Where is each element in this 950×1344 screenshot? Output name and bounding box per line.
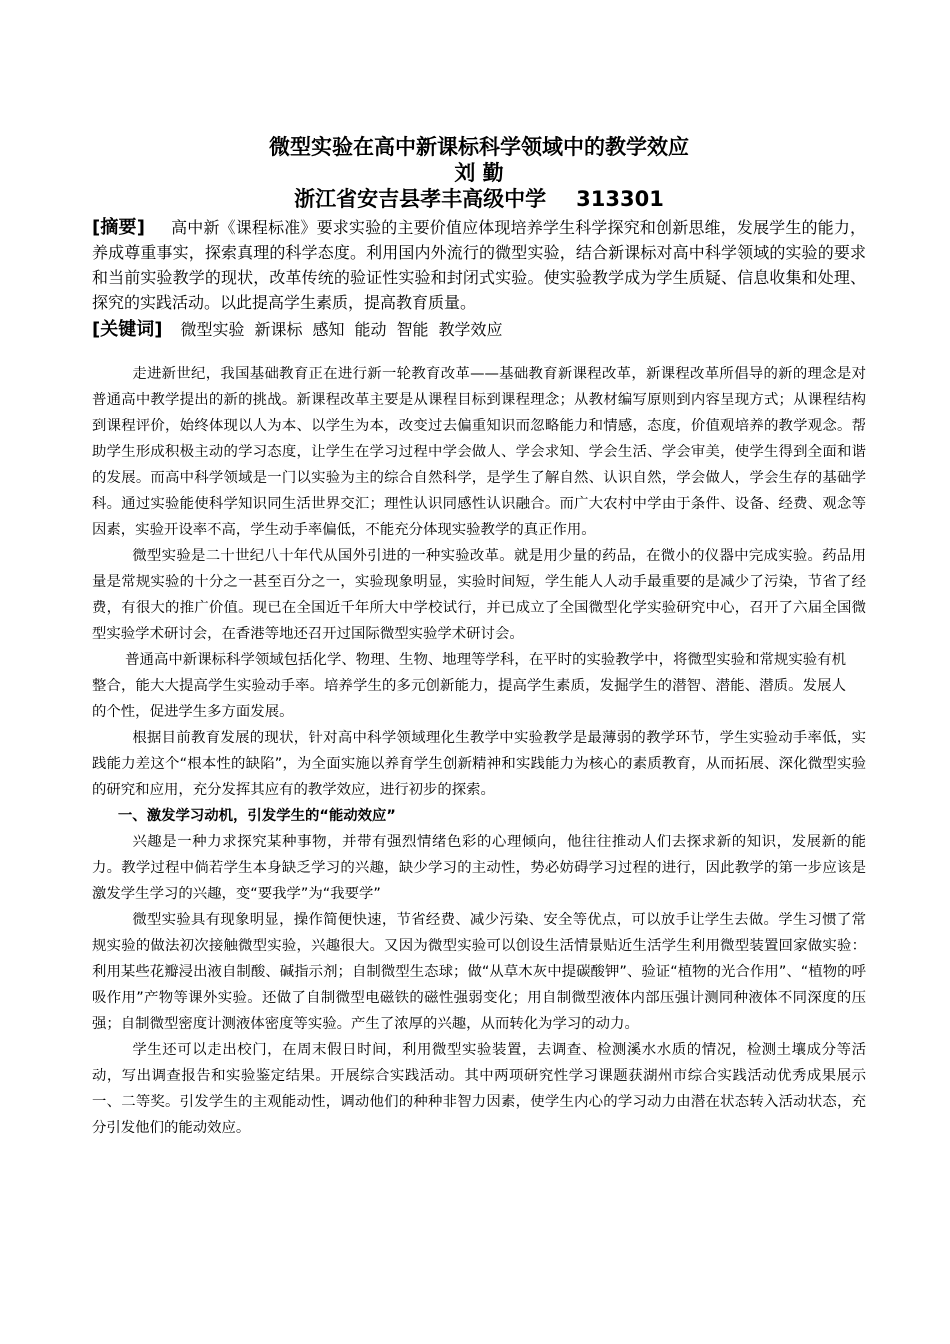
article-body [92, 361, 866, 1141]
section-heading-1: 一、激发学习动机，引发学生的“能动效应” [117, 808, 396, 824]
paragraph-interest: 兴趣是一种力求探究某种事物，并带有强烈情绪色彩的心理倾向，他往往推动人们去探求新的知识，发展新的能力。教学过程中倘若学生本身缺乏学习的兴趣，缺少学习的主动性，势必妨碍学习过程的进行，因此教学的第一步应该是激发学生学习的兴趣，变“要我学”为“我要学” [92, 834, 866, 902]
author-name: 刘 勤 [454, 161, 504, 185]
document-page [92, 133, 866, 1141]
school-name: 浙江省安吉县孝丰高级中学 [294, 187, 547, 211]
keyword: 感知 [312, 320, 345, 339]
abstract [92, 215, 866, 315]
keyword: 微型实验 [180, 320, 245, 339]
document-title: 微型实验在高中新课标科学领域中的教学效应 [269, 135, 689, 159]
abstract-text: 高中新《课程标准》要求实验的主要价值应体现培养学生科学探究和创新思维，发展学生的能力，养成尊重事实，探索真理的科学态度。利用国内外流行的微型实验，结合新课标对高中科学领域的实验的要求和当前实验教学的现状，改革传统的验证性实验和封闭式实验。使实验教学成为学生质疑、信息收集和处理、探究的实践活动。以此提高学生素质，提高教育质量。 [92, 218, 866, 312]
postal-code: 313301 [576, 187, 664, 211]
paragraph-advantages: 微型实验具有现象明显，操作简便快速，节省经费、减少污染、安全等优点，可以放手让学生去做。学生习惯了常规实验的做法初次接触微型实验，兴趣很大。又因为微型实验可以创设生活情景贴近生活学生利用微型装置回家做实验：利用某些花瓣浸出液自制酸、碱指示剂；自制微型生态球；做“从草木灰中提碳酸钾”、验证“植物的光合作用”、“植物的呼吸作用”产物等课外实验。还做了自制微型电磁铁的磁性强弱变化；用自制微型液体内部压强计测同种液体不同深度的压强；自制微型密度计测液体密度等实验。产生了浓厚的兴趣，从而转化为学习的动力。 [92, 912, 866, 1032]
keyword: 智能 [396, 320, 429, 339]
paragraph-intro: 走进新世纪，我国基础教育正在进行新一轮教育改革——基础教育新课程改革，新课程改革所倡导的新的理念是对普通高中教学提出的新的挑战。新课程改革主要是从课程目标到课程理念；从教材编写原则到内容呈现方式；从课程结构到课程评价，始终体现以人为本、以学生为本，改变过去偏重知识而忽略能力和情感，态度，价值观培养的教学观念。帮助学生形成积极主动的学习态度，让学生在学习过程中学会做人、学会求知、学会生活、学会审美，使学生得到全面和谐的发展。而高中科学领域是一门以实验为主的综合自然科学，是学生了解自然、认识自然，学会做人，学会生存的基础学科。通过实验能使科学知识同生活世界交汇；理性认识同感性认识融合。而广大农村中学由于条件、设备、经费、观念等因素，实验开设率不高，学生动手率偏低，不能充分体现实验教学的真正作用。 [92, 366, 866, 538]
keyword: 新课标 [254, 320, 303, 339]
paragraph-science-field: 普通高中新课标科学领域包括化学、物理、生物、地理等学科，在平时的实验教学中，将微型实验和常规实验有机整合，能大大提高学生实验动手率。培养学生的多元创新能力，提高学生素质，发掘学生的潜智、潜能、潜质。发展人的个性，促进学生多方面发展。 [92, 652, 846, 720]
paragraph-outdoor: 学生还可以走出校门，在周末假日时间，利用微型实验装置，去调查、检测溪水水质的情况，检测土壤成分等活动，写出调查报告和实验鉴定结果。开展综合实践活动。其中两项研究性学习课题获湖州市综合实践活动优秀成果展示一、二等奖。引发学生的主观能动性，调动他们的种种非智力因素，使学生内心的学习动力由潜在状态转入活动状态，充分引发他们的能动效应。 [92, 1042, 866, 1136]
paragraph-micro-experiment: 微型实验是二十世纪八十年代从国外引进的一种实验改革。就是用少量的药品，在微小的仪器中完成实验。药品用量是常规实验的十分之一甚至百分之一，实验现象明显，实验时间短，学生能人人动手最重要的是减少了污染，节省了经费，有很大的推广价值。现已在全国近千年所大中学校试行，并已成立了全国微型化学实验研究中心，召开了六届全国微型实验学术研讨会，在香港等地还召开过国际微型实验学术研讨会。 [92, 548, 866, 642]
keywords-label: [关键词] [92, 319, 163, 340]
keyword: 教学效应 [438, 320, 503, 339]
author-affiliation [92, 185, 866, 213]
keywords [92, 317, 866, 342]
paragraph-current-situation: 根据目前教育发展的现状，针对高中科学领域理化生教学中实验教学是最薄弱的教学环节，学生实验动手率低，实践能力差这个“根本性的缺陷”，为全面实施以养育学生创新精神和实践能力为核心的素质教育，从而拓展、深化微型实验的研究和应用，充分发挥其应有的教学效应，进行初步的探索。 [92, 730, 866, 798]
abstract-label: [摘要] [92, 217, 145, 238]
keyword: 能动 [354, 320, 387, 339]
